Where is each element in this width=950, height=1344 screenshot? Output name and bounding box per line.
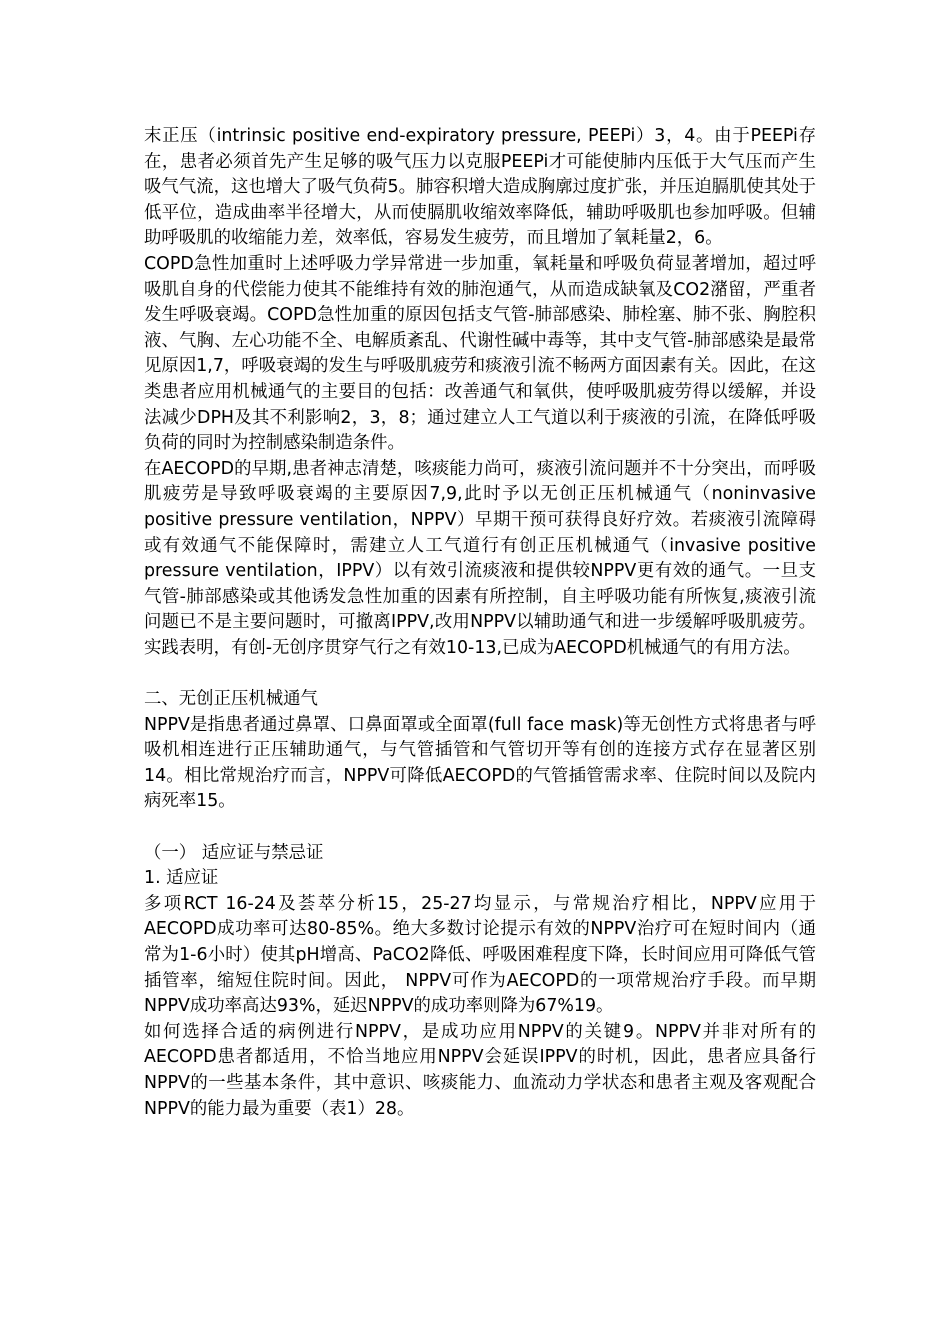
paragraph-peepi: 末正压（intrinsic positive end-expiratory pressure, PEEPi）3，4。由于PEEPi存在，患者必须首先产生足够的吸气压力以克服PEEPi才可能使肺内压低于大气压而产生吸气气流，这也增大了吸气负荷5。肺容积增大造成胸廓过度扩张，并压迫膈肌使其处于低平位，造成曲率半径增大，从而使膈肌收缩效率降低，辅助呼吸肌也参加呼吸。但辅助呼吸肌的收缩能力差，效率低，容易发生疲劳，而且增加了氧耗量2，6。 <box>144 126 816 249</box>
blank-line <box>144 661 816 687</box>
document-body <box>144 124 816 1122</box>
subsection-heading-indications: （一） 适应证与禁忌证 <box>144 842 324 863</box>
paragraph-rct-results: 多项RCT 16-24及荟萃分析15，25-27均显示，与常规治疗相比，NPPV应用于AECOPD成功率可达80-85%。绝大多数讨论提示有效的NPPV治疗可在短时间内（通常为1-6小时）使其pH增高、PaCO2降低、呼吸困难程度下降，长时间应用可降低气管插管率，缩短住院时间。因此， NPPV可作为AECOPD的一项常规治疗手段。而早期NPPV成功率高达93%，延迟NPPV的成功率则降为67%19。 <box>144 893 816 1017</box>
subsubsection-heading-indications: 1. 适应证 <box>144 868 219 889</box>
paragraph-copd-exacerbation: COPD急性加重时上述呼吸力学异常进一步加重，氧耗量和呼吸负荷显著增加，超过呼吸肌自身的代偿能力使其不能维持有效的肺泡通气，从而造成缺氧及CO2潴留，严重者发生呼吸衰竭。COPD急性加重的原因包括支气管-肺部感染、肺栓塞、肺不张、胸腔积液、气胸、左心功能不全、电解质紊乱、代谢性碱中毒等，其中支气管-肺部感染是最常见原因1,7，呼吸衰竭的发生与呼吸肌疲劳和痰液引流不畅两方面因素有关。因此，在这类患者应用机械通气的主要目的包括：改善通气和氧供，使呼吸肌疲劳得以缓解，并设法减少DPH及其不利影响2，3，8；通过建立人工气道以利于痰液的引流，在降低呼吸负荷的同时为控制感染制造条件。 <box>144 253 816 454</box>
paragraph-aecopd-early: 在AECOPD的早期,患者神志清楚，咳痰能力尚可，痰液引流问题并不十分突出，而呼吸肌疲劳是导致呼吸衰竭的主要原因7,9,此时予以无创正压机械通气（noninvasive positive pressure ventilation，NPPV）早期干预可获得良好疗效。若痰液引流障碍或有效通气不能保障时，需建立人工气道行有创正压机械通气（invasive positive pressure ventilation，IPPV）以有效引流痰液和提供较NPPV更有效的通气。一旦支气管-肺部感染或其他诱发急性加重的因素有所控制，自主呼吸功能有所恢复,痰液引流问题已不是主要问题时，可撤离IPPV,改用NPPV以辅助通气和进一步缓解呼吸肌疲劳。实践表明，有创-无创序贯穿气行之有效10-13,已成为AECOPD机械通气的有用方法。 <box>144 458 816 658</box>
paragraph-nppv-definition: NPPV是指患者通过鼻罩、口鼻面罩或全面罩(full face mask)等无创性方式将患者与呼吸机相连进行正压辅助通气，与气管插管和气管切开等有创的连接方式存在显著区别14。相比常规治疗而言，NPPV可降低AECOPD的气管插管需求率、住院时间以及院内病死率15。 <box>144 714 816 812</box>
section-heading-nppv: 二、无创正压机械通气 <box>144 689 318 710</box>
blank-line <box>144 815 816 841</box>
paragraph-case-selection: 如何选择合适的病例进行NPPV，是成功应用NPPV的关键9。NPPV并非对所有的AECOPD患者都适用，不恰当地应用NPPV会延误IPPV的时机，因此，患者应具备行NPPV的一些基本条件，其中意识、咳痰能力、血流动力学状态和患者主观及客观配合NPPV的能力最为重要（表1）28。 <box>144 1021 816 1119</box>
